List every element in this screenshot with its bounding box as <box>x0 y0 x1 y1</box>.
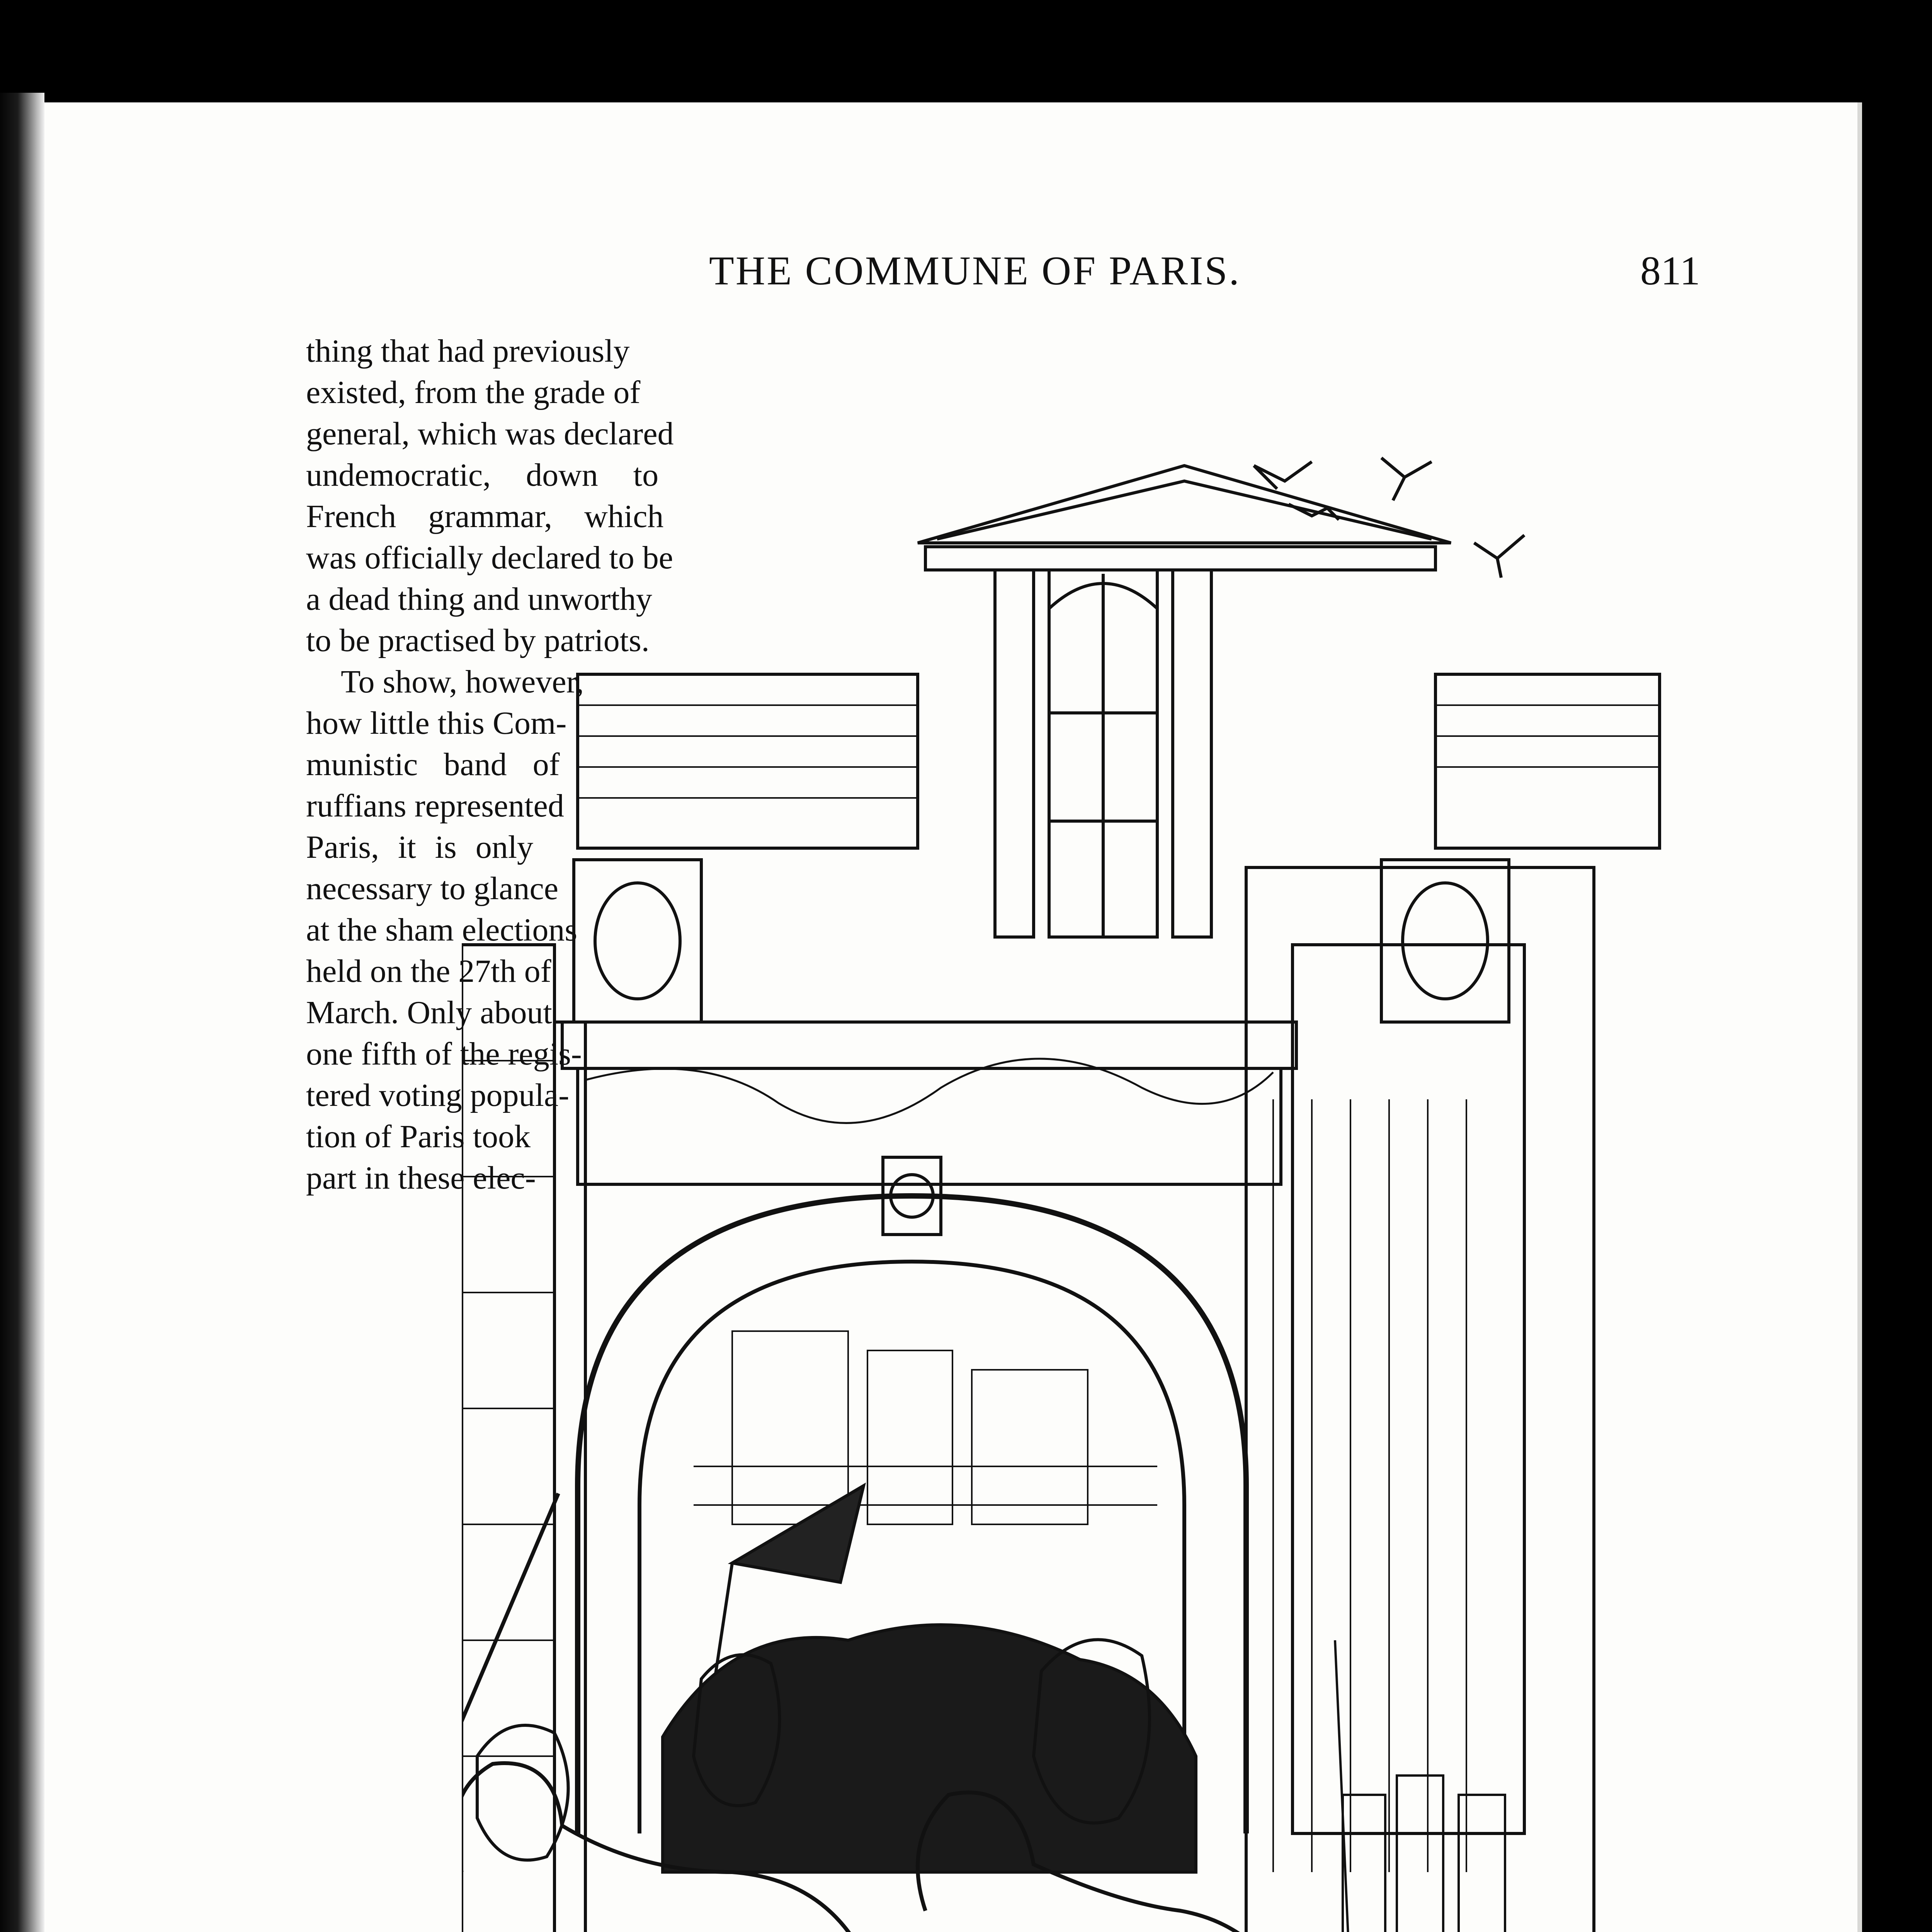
text-line: ruffians represented <box>306 788 564 824</box>
text-line: a dead thing and unworthy <box>306 581 652 617</box>
text-line: how little this Com- <box>306 705 567 741</box>
text-line: undemocratic, down to <box>306 457 659 493</box>
page-header <box>44 247 1857 301</box>
text-line: tered voting popula- <box>306 1077 570 1113</box>
text-line: part in these elec- <box>306 1160 536 1196</box>
book-page <box>44 102 1862 1932</box>
text-line: existed, from the grade of <box>306 374 641 410</box>
text-line: thing that had previously <box>306 333 630 369</box>
text-line: was officially declared to be <box>306 540 673 576</box>
text-line: tion of Paris took <box>306 1119 531 1155</box>
engraving-illustration <box>462 442 1776 1932</box>
engraving-drawing <box>462 442 1776 1932</box>
text-line: French grammar, which <box>306 498 664 534</box>
text-line: March. Only about <box>306 995 552 1031</box>
text-line: Paris, it is only <box>306 829 534 865</box>
bird-icon <box>1254 462 1312 489</box>
running-title: THE COMMUNE OF PARIS. <box>709 248 1241 293</box>
text-line: at the sham elections <box>306 912 578 948</box>
text-line: to be practised by patriots. <box>306 622 650 658</box>
bird-icon <box>1474 535 1524 578</box>
bird-icon <box>1381 458 1432 500</box>
text-line: To show, however, <box>341 664 584 700</box>
text-line: one fifth of the regis- <box>306 1036 582 1072</box>
text-line: held on the 27th of <box>306 953 551 989</box>
book-spine <box>0 93 44 1932</box>
text-line: necessary to glance <box>306 871 559 906</box>
text-line: general, which was declared <box>306 416 674 452</box>
page-number: 811 <box>1640 248 1701 293</box>
text-line: munistic band of <box>306 747 560 782</box>
